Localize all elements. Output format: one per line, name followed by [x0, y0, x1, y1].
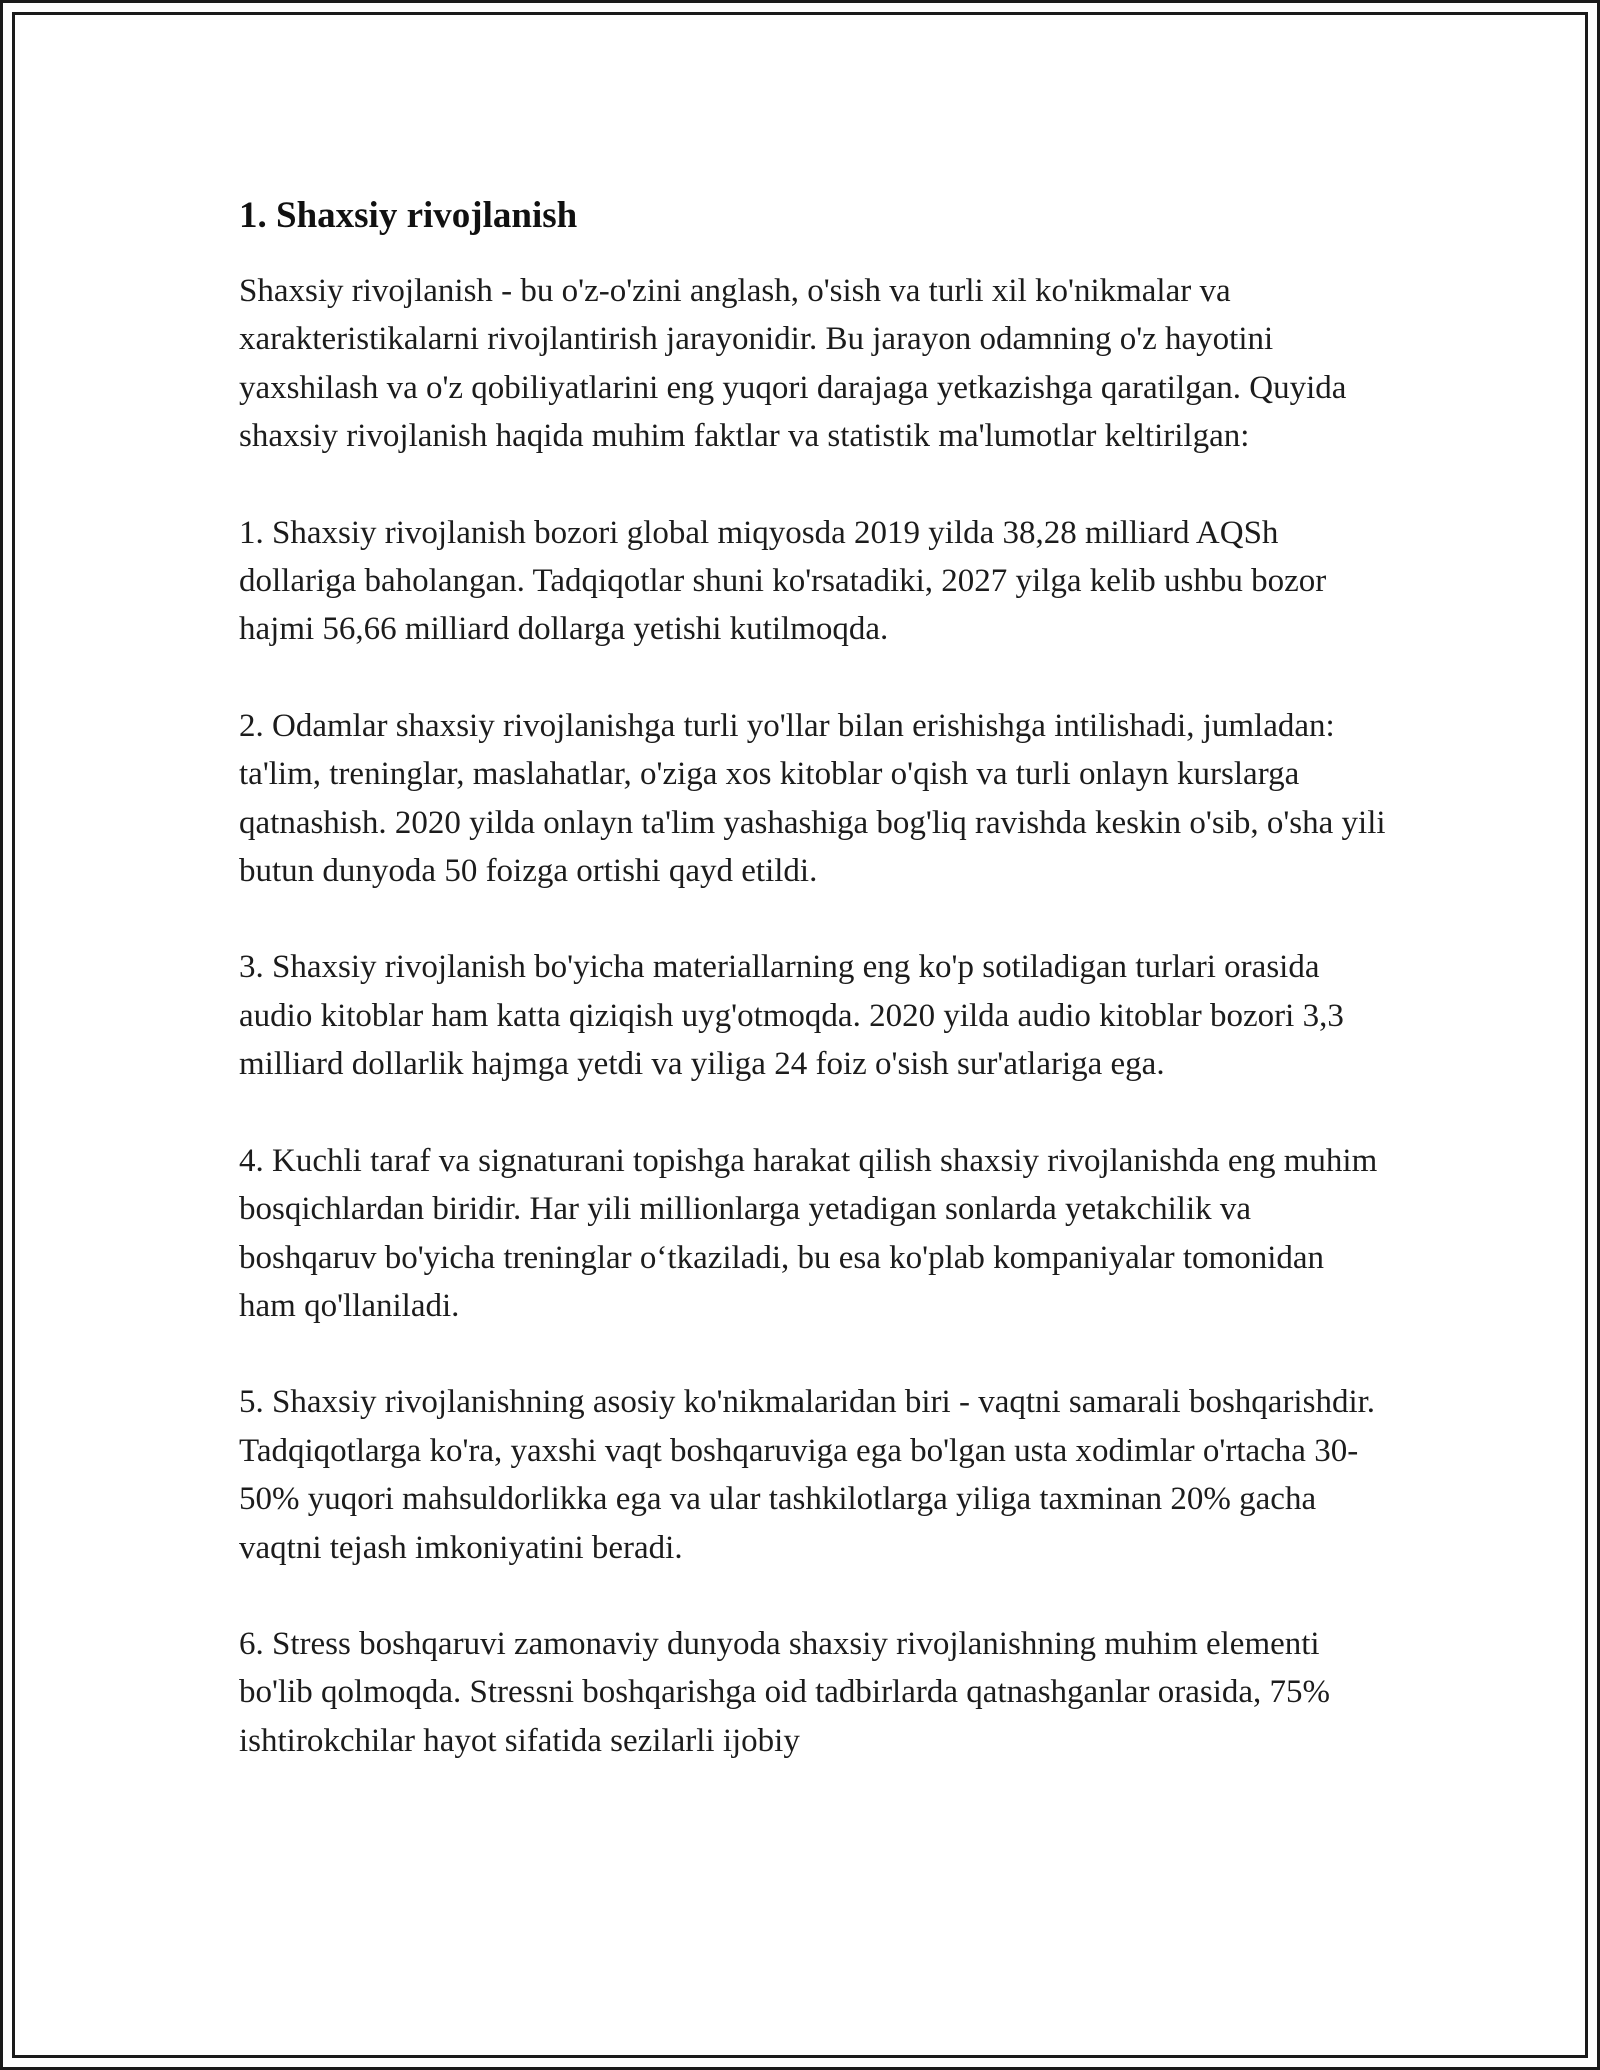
- fact-paragraph-2: 2. Odamlar shaxsiy rivojlanishga turli yo'llar bilan erishishga intilishadi, jumladan: ta'lim, treninglar, maslahatlar, o'ziga xos kitoblar o'qish va turli onlayn kurslarga qatnashish. 2020 yilda onlayn ta'lim yashashiga bog'liq ravishda keskin o'sib, o'sha yili butun dunyoda 50 foizga ortishi qayd etildi.: [239, 707, 1386, 890]
- fact-paragraph-6: 6. Stress boshqaruvi zamonaviy dunyoda shaxsiy rivojlanishning muhim elementi bo'lib qolmoqda. Stressni boshqarishga oid tadbirlarda qatnashganlar orasida, 75% ishtirokchilar hayot sifatida sezilarli ijobiy: [239, 1625, 1331, 1759]
- intro-paragraph: Shaxsiy rivojlanish - bu o'z-o'zini anglash, o'sish va turli xil ko'nikmalar va xarakteristikalarni rivojlantirish jarayonidir. Bu jarayon odamning o'z hayotini yaxshilash va o'z qobiliyatlarini eng yuqori darajaga yetkazishga qaratilgan. Quyida shaxsiy rivojlanish haqida muhim faktlar va statistik ma'lumotlar keltirilgan:: [239, 273, 1347, 455]
- fact-paragraph-3: 3. Shaxsiy rivojlanish bo'yicha materiallarning eng ko'p sotiladigan turlari orasida audio kitoblar ham katta qiziqish uyg'otmoqda. 2020 yilda audio kitoblar bozori 3,3 milliard dollarlik hajmga yetdi va yiliga 24 foiz o'sish sur'atlariga ega.: [239, 949, 1344, 1083]
- fact-paragraph-4: 4. Kuchli taraf va signaturani topishga harakat qilish shaxsiy rivojlanishda eng muhim bosqichlardan biridir. Har yili millionlarga yetadigan sonlarda yetakchilik va boshqaruv bo'yicha treninglar o‘tkaziladi, bu esa ko'plab kompaniyalar tomonidan ham qo'llaniladi.: [239, 1142, 1378, 1324]
- fact-paragraph-1: 1. Shaxsiy rivojlanish bozori global miqyosda 2019 yilda 38,28 milliard AQSh dollariga baholangan. Tadqiqotlar shuni ko'rsatadiki, 2027 yilga kelib ushbu bozor hajmi 56,66 milliard dollarga yetishi kutilmoqda.: [239, 514, 1327, 648]
- document-body: [239, 191, 1389, 1765]
- fact-paragraph-5: 5. Shaxsiy rivojlanishning asosiy ko'nikmalaridan biri - vaqtni samarali boshqarishdir. Tadqiqotlarga ko'ra, yaxshi vaqt boshqaruviga ega bo'lgan usta xodimlar o'rtacha 30-50% yuqori mahsuldorlikka ega va ular tashkilotlarga yiliga taxminan 20% gacha vaqtni tejash imkoniyatini beradi.: [239, 1384, 1376, 1566]
- section-heading: 1. Shaxsiy rivojlanish: [239, 195, 578, 236]
